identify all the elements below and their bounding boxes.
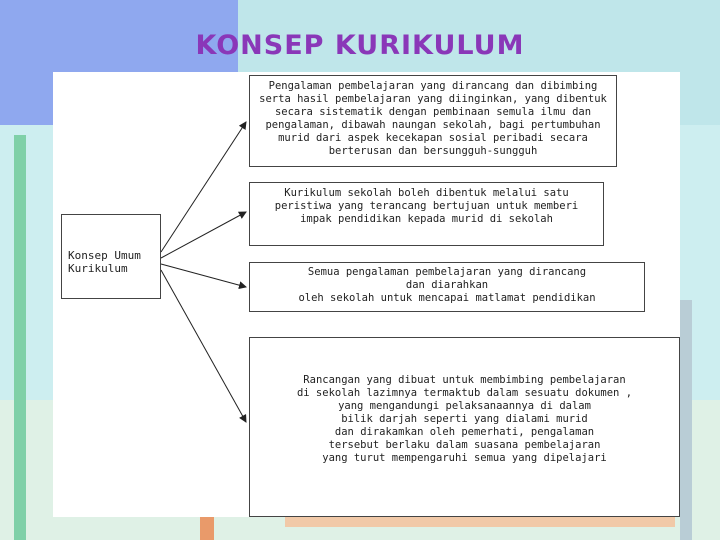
definition-line: dan diarahkan <box>405 279 489 291</box>
arrow-to-definition-2 <box>161 212 246 258</box>
definition-box-1 <box>249 75 617 167</box>
definition-box-4 <box>249 337 680 517</box>
diagram-canvas <box>53 72 680 517</box>
definition-line: di sekolah lazimnya termaktub dalam sesuatu dokumen , <box>296 387 633 399</box>
definition-line: Pengalaman pembelajaran yang dirancang dan dibimbing <box>268 80 598 92</box>
definition-line: yang turut mempengaruhi semua yang dipelajari <box>322 452 607 464</box>
center-node-konsep-umum <box>61 214 161 299</box>
slide-title: KONSEP KURIKULUM <box>195 30 525 61</box>
definition-line: Kurikulum sekolah boleh dibentuk melalui satu <box>284 187 569 199</box>
definition-line: Rancangan yang dibuat untuk membimbing pembelajaran <box>303 374 626 386</box>
definition-line: pengalaman, dibawah naungan sekolah, bagi pertumbuhan <box>265 119 601 131</box>
center-node-line: Kurikulum <box>68 262 128 275</box>
arrow-to-definition-4 <box>161 270 246 422</box>
definition-line: bilik darjah seperti yang dialami murid <box>341 413 588 425</box>
definition-box-2 <box>249 182 604 246</box>
definition-line: dan dirakamkan oleh pemerhati, pengalaman <box>334 426 595 438</box>
definition-line: yang mengandungi pelaksanaannya di dalam <box>338 400 591 412</box>
definition-line: murid dari aspek kecekapan sosial peribadi secara <box>278 132 588 144</box>
definition-line: Semua pengalaman pembelajaran yang dirancang <box>307 266 587 278</box>
definition-line: serta hasil pembelajaran yang diinginkan, yang dibentuk <box>259 93 607 105</box>
decorative-bar-green <box>14 135 26 540</box>
center-node-line: Konsep Umum <box>68 249 141 262</box>
definition-line: impak pendidikan kepada murid di sekolah <box>300 213 553 225</box>
definition-box-3 <box>249 262 645 312</box>
decorative-bar-slate <box>680 300 692 540</box>
arrow-to-definition-1 <box>161 122 246 252</box>
definition-line: peristiwa yang terancang bertujuan untuk memberi <box>274 200 579 212</box>
definition-line: tersebut berlaku dalam suasana pembelajaran <box>328 439 601 451</box>
arrow-to-definition-3 <box>161 264 246 287</box>
definition-line: oleh sekolah untuk mencapai matlamat pendidikan <box>298 292 596 304</box>
definition-line: secara sistematik dengan pembinaan semula ilmu dan <box>274 106 592 118</box>
definition-line: berterusan dan bersungguh-sungguh <box>328 145 538 157</box>
